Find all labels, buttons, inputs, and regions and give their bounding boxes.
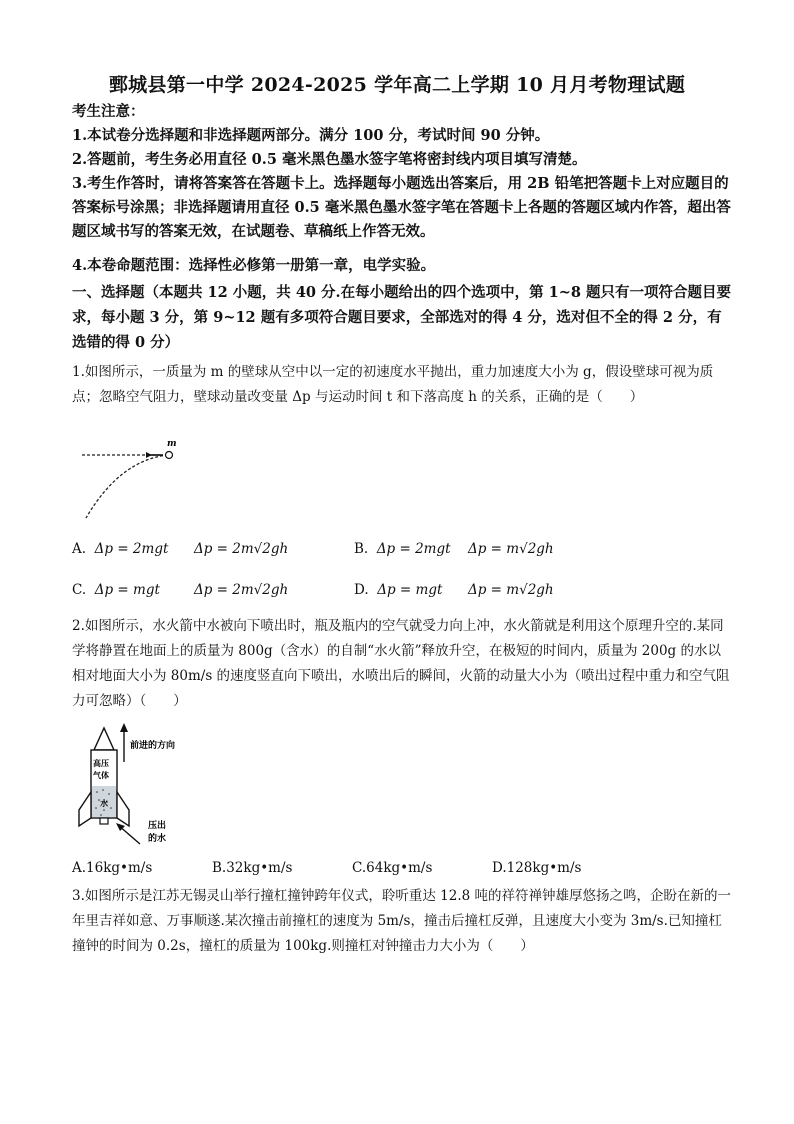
q1-option-a[interactable]: A. Δp = 2mgt (72, 541, 169, 557)
q1-option-a-2: Δp = 2m√2gh (194, 541, 289, 557)
q1-option-c[interactable]: C. Δp = mgt (72, 582, 160, 598)
gas-label-line1: 高压 (93, 758, 109, 768)
notice-item-4: 4.本卷命题范围：选择性必修第一册第一章，电学实验。 (72, 257, 436, 274)
question-1-stem: 1.如图所示，一质量为 m 的壁球从空中以一定的初速度水平抛出，重力加速度大小为 g，假设壁球可视为质点；忽略空气阻力，壁球动量改变量 Δp 与运动时间 t 和下落高度 h 的关系，正确的是（ ） (72, 364, 714, 405)
projectile-figure (80, 430, 190, 525)
notice-heading: 考生注意： (72, 103, 145, 120)
notice-item-1: 1.本试卷分选择题和非选择题两部分。满分 100 分，考试时间 90 分钟。 (72, 127, 550, 144)
notice-item-2: 2.答题前，考生务必用直径 0.5 毫米黑色墨水签字笔将密封线内项目填写清楚。 (72, 151, 587, 168)
water-label: 水 (100, 798, 108, 808)
question-2-stem: 2.如图所示，水火箭中水被向下喷出时，瓶及瓶内的空气就受力向上冲，水火箭就是利用这个原理升空的.某同学将静置在地面上的质量为 800g（含水）的自制“水火箭”释放升空，在极短的时间内，质量为 200g 的水以相对地面大小为 80m/s 的速度竖直向下喷出，水喷出后的瞬间，火箭的动量大小为（喷出过程中重力和空气阻力可忽略）（ ） (72, 618, 730, 709)
forward-direction-label: 前进的方向 (130, 741, 176, 751)
q1-option-c-2: Δp = 2m√2gh (194, 582, 289, 598)
q2-option-d[interactable]: D.128kg•m/s (492, 860, 582, 876)
q1-option-b[interactable]: B. Δp = 2mgt (354, 541, 451, 557)
water-rocket-figure (74, 722, 204, 852)
q2-option-c[interactable]: C.64kg•m/s (352, 860, 433, 876)
q1-option-d-2: Δp = m√2gh (468, 582, 554, 598)
jet-label-line2: 的水 (148, 834, 167, 844)
gas-label-line2: 气体 (93, 770, 109, 780)
notice-item-3: 3.考生作答时，请将答案答在答题卡上。选择题每小题选出答案后，用 2B 铅笔把答题卡上对应题目的答案标号涂黑；非选择题请用直径 0.5 毫米黑色墨水签字笔在答题卡上各题的答题区域内作答，超出答题区域书写的答案无效，在试题卷、草稿纸上作答无效。 (72, 175, 731, 240)
q2-option-a[interactable]: A.16kg•m/s (72, 860, 153, 876)
question-3-stem: 3.如图所示是江苏无锡灵山举行撞杠撞钟跨年仪式，聆听重达 12.8 吨的祥符禅钟雄厚悠扬之鸣，企盼在新的一年里吉祥如意、万事顺遂.某次撞击前撞杠的速度为 5m/s，撞击后撞杠反弹，且速度大小变为 3m/s.已知撞杠撞钟的时间为 0.2s，撞杠的质量为 100kg.则撞杠对钟撞击力大小为（ ） (72, 888, 732, 954)
mass-label: m (167, 439, 177, 449)
q2-option-b[interactable]: B.32kg•m/s (212, 860, 293, 876)
q1-option-b-2: Δp = m√2gh (468, 541, 554, 557)
q1-option-d[interactable]: D. Δp = mgt (354, 582, 443, 598)
jet-label-line1: 压出 (148, 821, 167, 831)
section-heading: 一、选择题（本题共 12 小题，共 40 分.在每小题给出的四个选项中，第 1~8 题只有一项符合题目要求，每小题 3 分，第 9~12 题有多项符合题目要求，全部选对的得 4 分，选对但不全的得 2 分，有选错的得 0 分） (72, 284, 732, 351)
page-title: 鄄城县第一中学 2024-2025 学年高二上学期 10 月月考物理试题 (108, 74, 686, 96)
